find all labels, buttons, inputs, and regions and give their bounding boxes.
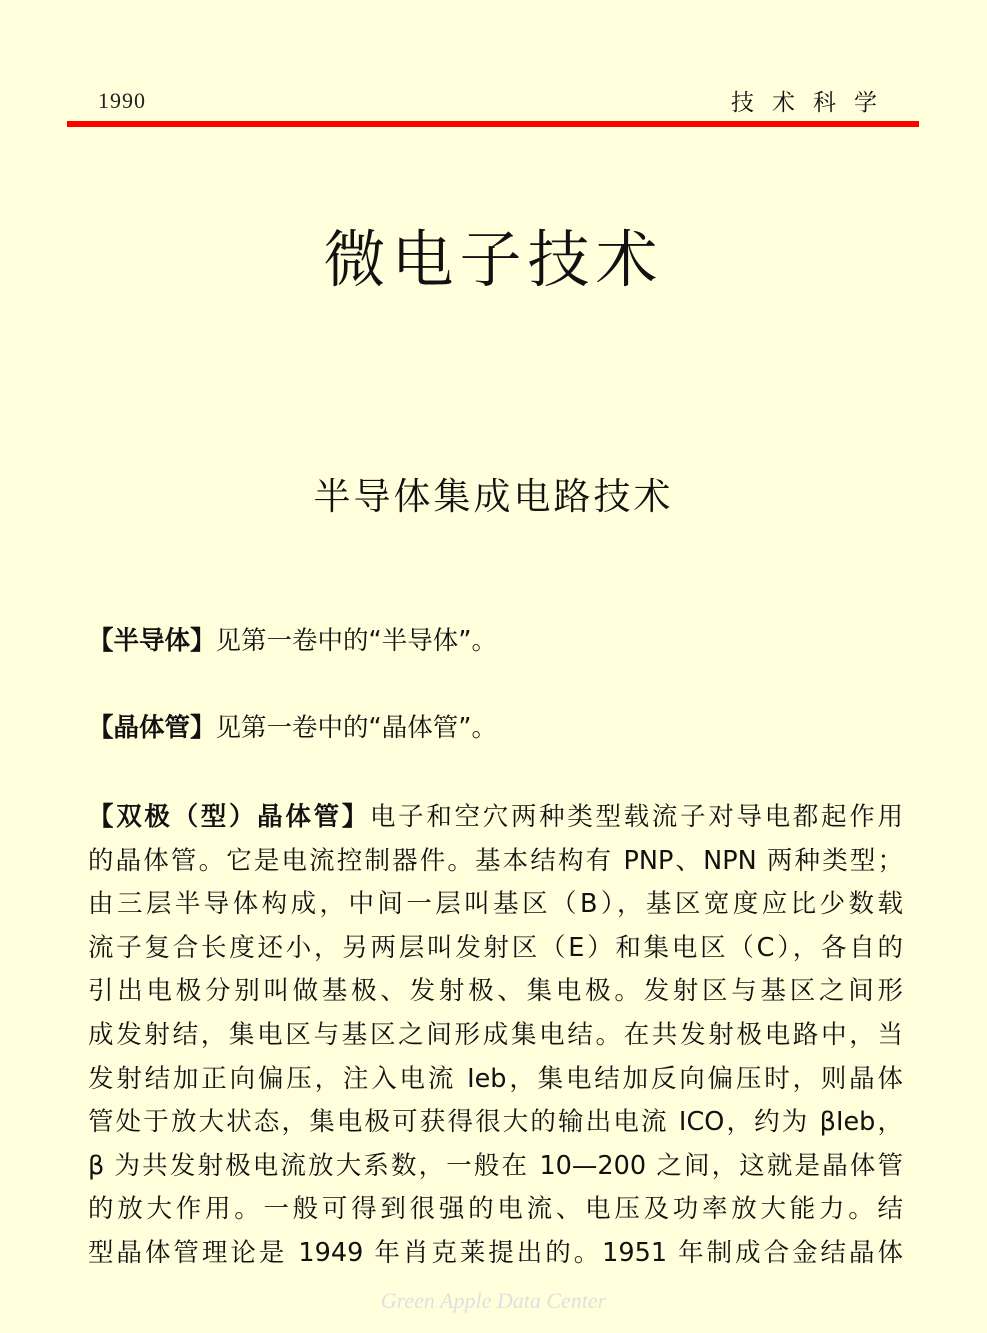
entry-line: 型晶体管理论是 1949 年肖克莱提出的。1951 年制成合金结晶体 xyxy=(88,1237,903,1268)
entry-text: 见第一卷中的“晶体管”。 xyxy=(215,713,497,743)
entry-semiconductor xyxy=(88,620,903,664)
entry-term: 【双极（型）晶体管】 xyxy=(88,802,370,832)
entry-line: β 为共发射极电流放大系数，一般在 10—200 之间，这就是晶体管 xyxy=(88,1150,903,1181)
entry-text: 电子和空穴两种类型载流子对导电都起作用 xyxy=(369,802,903,832)
entry-term: 【晶体管】 xyxy=(88,713,216,743)
watermark: Green Apple Data Center xyxy=(380,1288,607,1313)
entry-term: 【半导体】 xyxy=(88,626,216,656)
entry-line: 流子复合长度还小，另两层叫发射区（E）和集电区（C），各自的 xyxy=(88,932,903,963)
entry-line: 成发射结，集电区与基区之间形成集电结。在共发射极电路中，当 xyxy=(88,1019,903,1050)
entry-line xyxy=(88,796,903,840)
header-section-title: 技术科学 xyxy=(731,90,895,116)
entry-text: 见第一卷中的“半导体”。 xyxy=(215,626,497,656)
entry-bipolar-transistor xyxy=(88,796,903,1276)
section-title: 半导体集成电路技术 xyxy=(313,475,674,518)
page-title: 微电子技术 xyxy=(323,223,664,296)
header-year: 1990 xyxy=(98,88,146,113)
entry-line: 发射结加正向偏压，注入电流 Ieb，集电结加反向偏压时，则晶体 xyxy=(88,1063,903,1094)
entry-line: 引出电极分别叫做基极、发射极、集电极。发射区与基区之间形 xyxy=(88,976,903,1007)
entry-line: 管处于放大状态，集电极可获得很大的输出电流 ICO，约为 βIeb， xyxy=(88,1107,903,1138)
header-divider xyxy=(67,121,919,127)
entry-line: 的晶体管。它是电流控制器件。基本结构有 PNP、NPN 两种类型； xyxy=(88,845,903,876)
entry-line: 的放大作用。一般可得到很强的电流、电压及功率放大能力。结 xyxy=(88,1194,903,1225)
entry-line: 由三层半导体构成，中间一层叫基区（B），基区宽度应比少数载 xyxy=(88,889,903,920)
entry-transistor xyxy=(88,707,903,751)
